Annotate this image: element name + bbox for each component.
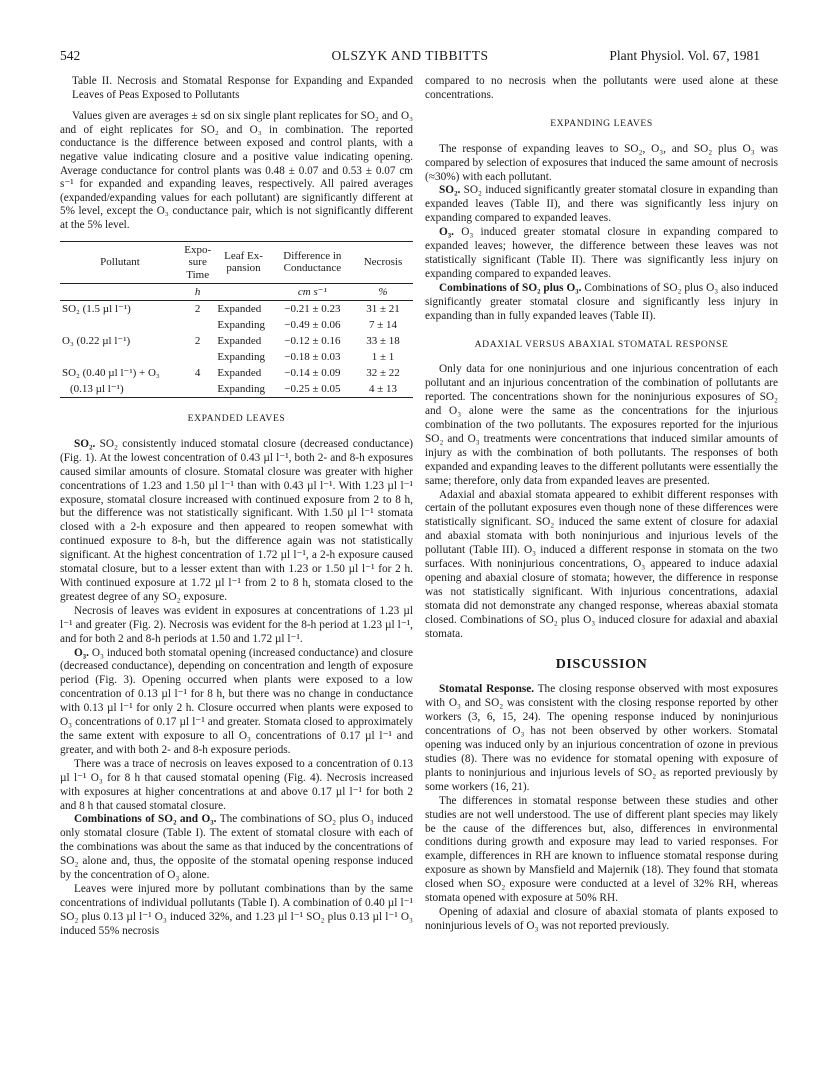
expanding-so2-text: SO₂ induced significantly greater stomatal closure in expanding than expanded leaves (Table II), and there was significantly less injury on expanding compared to expanded leaves.: [425, 184, 778, 225]
cell-pollutant: O₃ (0.22 µl l⁻¹): [62, 335, 131, 348]
stomatal-response-text: The closing response observed with most exposures with O₃ and SO₂ was consistent with the closing response reported by other workers (3, 6, 15, 24). The opening response induced by noninjurious concentrations of O₃ has not been observed by other workers. Stomatal opening was induced only by an injurious concentration of ozone in previous studies (8). There was no evidence for stomatal opening with exposure of plants to noninjurious and injurious levels of SO₂ as reported previously by some workers (16, 21).: [425, 683, 778, 793]
cell-diff: −0.21 ± 0.23: [284, 303, 341, 316]
table-row: [60, 381, 413, 398]
cell-diff: −0.18 ± 0.03: [284, 351, 341, 364]
section-adaxial-abaxial: ADAXIAL VERSUS ABAXIAL STOMATAL RESPONSE: [474, 338, 729, 350]
table-row: [60, 365, 413, 381]
unit-time: h: [194, 286, 201, 299]
paragraph-o3: [60, 647, 413, 758]
cell-leaf: Expanding: [217, 319, 265, 332]
journal-citation: Plant Physiol. Vol. 67, 1981: [609, 48, 760, 63]
o3-text: O₃ induced both stomatal opening (increased conductance) and closure (decreased conductance), depending on concentration and length of exposure period (Fig. 3). Opening occurred when plants were exposed to a low concentration of 0.13 µl l⁻¹ for 8 h, but there was no change in conductance with 0.13 µl l⁻¹ for only 2 h. Closure occurred when plants were exposed to O₃ concentrations of 0.17 µl l⁻¹ and greater. Stomata closed to approximately the same extent with exposure to all O₃ concentrations of 0.17 µl l⁻¹ and greater, and with both 2- and 8-h exposure periods.: [60, 646, 414, 756]
expanding-so2-label: SO₂.: [439, 184, 461, 197]
cell-diff: −0.14 ± 0.09: [284, 367, 341, 380]
cell-diff: −0.25 ± 0.05: [284, 383, 341, 396]
paragraph-differences: The differences in stomatal response between these studies and other studies are not well understood. The use of different plant species may likely be the cause of the differences but, also, differences in environmental conditions during growth and exposure may lead to varied responses. For example, differences in RH are known to influence stomatal response during exposure as shown by Mansfield and Majernik (18). They found that stomata closed when SO₂ exposure were conducted at a level of 32% RH, whereas stomata opened with exposure at 50% RH.: [425, 794, 778, 905]
cell-pollutant: [60, 349, 180, 365]
table-row: [60, 333, 413, 349]
unit-necrosis: %: [378, 286, 388, 299]
cell-time: 4: [194, 367, 201, 380]
table-title: Table II. Necrosis and Stomatal Response for Expanding and Expanded Leaves of Peas Exposed to Pollutants: [72, 75, 413, 101]
cell-necrosis: 7 ± 14: [368, 319, 397, 332]
unit-diff: cm s⁻¹: [297, 286, 327, 299]
combinations-text: The combinations of SO₂ plus O₃ induced only stomatal closure (Table I). The extent of stomatal closure with each of the combinations was about the same as that induced by the concentrations of SO₂ alone and, thus, the opposite of the stomatal opening response induced by the concentration of O₃ alone.: [60, 813, 413, 882]
page-number: 542: [60, 48, 81, 63]
table-row: [60, 317, 413, 333]
cell-leaf: Expanded: [217, 335, 262, 348]
paragraph-necrosis: Necrosis of leaves was evident in exposures at concentrations of 1.23 µl l⁻¹ and greater (Fig. 2). Necrosis was evident for the 8-h period at 1.23 µl l⁻¹, and for both 2 and 8-h periods at 1.50 and 1.72 µl l⁻¹.: [60, 604, 413, 645]
running-header: [60, 48, 760, 66]
discussion-heading: DISCUSSION: [555, 656, 648, 672]
cell-time: 2: [194, 335, 201, 348]
paragraph-expanding: The response of expanding leaves to SO₂, O₃, and SO₂ plus O₃ was compared by selection of exposures that induced the same amount of necrosis (≈30%) with each pollutant.: [425, 142, 778, 183]
combinations-label: Combinations of SO₂ and O₃.: [74, 813, 217, 826]
section-expanding-leaves: EXPANDING LEAVES: [550, 117, 653, 129]
so2-label: SO₂.: [74, 437, 96, 450]
col-header-leaf: Leaf Ex-pansion: [224, 249, 263, 275]
table-ii-caption: [60, 75, 413, 233]
stomatal-response-label: Stomatal Response.: [439, 683, 535, 696]
expanding-o3-label: O₃.: [439, 226, 454, 239]
cell-time: [180, 381, 215, 398]
o3-label: O₃.: [74, 646, 89, 659]
cell-necrosis: 31 ± 21: [366, 303, 400, 316]
cell-necrosis: 33 ± 18: [366, 335, 400, 348]
cell-time: 2: [194, 303, 201, 316]
paragraph-expanding-so2: [425, 184, 778, 226]
cell-time: [180, 317, 215, 333]
paragraph-continued: compared to no necrosis when the pollutants were used alone at these concentrations.: [425, 75, 778, 101]
cell-necrosis: 1 ± 1: [371, 351, 395, 364]
expanding-o3-text: O₃ induced greater stomatal closure in expanding compared to expanded leaves; however, the difference between these leaves was not statistically significant (Table II). There was significantly less injury on expanding compared to expanded leaves.: [425, 226, 779, 280]
cell-leaf: Expanding: [217, 351, 265, 364]
cell-pollutant: SO₂ (1.5 µl l⁻¹): [62, 303, 131, 316]
so2-text: SO₂ consistently induced stomatal closure (decreased conductance) (Fig. 1). At the lowest concentration of 0.43 µl l⁻¹, both 2- and 8-h exposures caused similar amounts of closure. Stomatal closure was greater with higher concentrations of 1.23 and 1.50 µl l⁻¹ than with 0.43 µl l⁻¹. With 1.23 µl l⁻¹ exposure, stomatal closure increased with continued exposure from 2 to 8 h, but the difference was not statistically significant. With 1.50 µl l⁻¹ stomata closed with a 2-h exposure and then appeared to reopen somewhat with continued exposure to 8-h, but the difference again was not statistically significant. At the highest concentration of 1.72 µl l⁻¹, a 2-h exposure caused stomatal closure, but to a lesser extent than with 1.23 or 1.50 µl l⁻¹ for 2 h. With continued exposure at 1.72 µl l⁻¹ from 2 to 8 h, stomata closed to the greatest degree of any SO₂ exposure.: [60, 437, 413, 603]
cell-time: [180, 349, 215, 365]
paragraph-stomatal-response: [425, 683, 778, 794]
paragraph-adaxial-1: Only data for one noninjurious and one injurious concentration of each pollutant and an injurious concentration of the combination of pollutants are reported. The concentrations shown for the noninjurious exposures of SO₂ and O₃ alone were the same as the concentrations for the injurious combination of the two pollutants. The exposures reported for the injurious SO₂ and O₃ treatments were concentrations that induced similar amounts of injury as with the combination of both pollutants. The responses of both expanded and expanding leaves to the different pollutants were essentially the same; therefore, only data from expanded leaves are presented.: [425, 363, 778, 487]
paragraph-injured: Leaves were injured more by pollutant combinations than by the same concentrations of individual pollutants (Table I). A combination of 0.40 µl l⁻¹ SO₂ plus 0.13 µl l⁻¹ O₃ induced 32%, and 1.23 µl l⁻¹ SO₂ plus 0.13 µl l⁻¹ O₃ induced 55% necrosis: [60, 882, 413, 937]
cell-diff: −0.12 ± 0.16: [284, 335, 341, 348]
col-header-pollutant: Pollutant: [100, 256, 140, 269]
units-row: [60, 284, 413, 301]
paragraph-expanding-o3: [425, 226, 778, 282]
col-header-time: Expo-sure Time: [184, 243, 212, 281]
cell-pollutant: SO₂ (0.40 µl l⁻¹) + O₃: [62, 367, 160, 380]
cell-necrosis: 32 ± 22: [366, 367, 400, 380]
cell-leaf: Expanded: [217, 367, 262, 380]
expanding-combinations-text: Combinations of SO₂ plus O₃ also induced significantly greater stomatal closure and significantly less injury in expanding than in fully expanded leaves (Table II).: [425, 281, 779, 322]
cell-diff: −0.49 ± 0.06: [284, 319, 341, 332]
cell-pollutant: [60, 317, 180, 333]
cell-necrosis: 4 ± 13: [368, 383, 397, 396]
paragraph-expanding-combinations: [425, 282, 778, 324]
col-header-diff: Difference in Conductance: [283, 249, 342, 275]
table-row: [60, 349, 413, 365]
table-note: Values given are averages ± sd on six single plant replicates for SO₂ and O₃ and of eight replicates for SO₂ and O₃ in combination. The reported conductance is the difference between exposed and control plants, with a negative value indicating closure and a positive value indicating opening. Average conductance for control plants was 0.48 ± 0.07 and 0.53 ± 0.07 cm s⁻¹ for expanded and expanding leaves, respectively. All paired averages (expanded/expanding values for each pollutant) are significantly different at 5% level, except the O₃ conductance pair, which is not significantly different at the 5% level.: [60, 110, 413, 231]
left-column: [60, 75, 413, 939]
expanding-combinations-label: Combinations of SO₂ plus O₃.: [439, 281, 582, 294]
paragraph-combinations: [60, 813, 413, 883]
running-authors: OLSZYK AND TIBBITTS: [331, 48, 489, 63]
cell-leaf: Expanding: [217, 383, 265, 396]
paragraph-so2: [60, 438, 413, 605]
paragraph-trace: There was a trace of necrosis on leaves exposed to a concentration of 0.13 µl l⁻¹ O₃ for 8 h that caused stomatal opening (Fig. 4). Necrosis increased with exposures at higher concentrations at and above 0.17 µl l⁻¹ for both 2 and 8 h that caused stomatal closure.: [60, 757, 413, 812]
paragraph-opening: Opening of adaxial and closure of abaxial stomata of plants exposed to noninjurious levels of O₃ was not reported previously.: [425, 905, 778, 932]
cell-leaf: Expanded: [217, 303, 262, 316]
paragraph-adaxial-2: Adaxial and abaxial stomata appeared to exhibit different responses with certain of the pollutant exposures even though none of these differences were statistically significant. SO₂ induced the same extent of closure for adaxial and abaxial stomata with both noninjurious and injurious levels of the pollutant (Table III). O₃ induced a different response in stomata on the two surfaces. With noninjurious concentrations, O₃ appeared to induce adaxial opening and abaxial closure of stomata; however, the difference in response was not statistically significant. With injurious concentrations, adaxial stomata did not demonstrate any changed response, whereas abaxial stomata closed. Combinations of SO₂ plus O₃ induced closure for adaxial and abaxial stomata.: [425, 488, 778, 640]
section-expanded-leaves: EXPANDED LEAVES: [187, 413, 286, 425]
table-ii: [60, 241, 413, 399]
col-header-necrosis: Necrosis: [363, 256, 403, 269]
cell-pollutant: (0.13 µl l⁻¹): [70, 383, 124, 396]
table-row: [60, 301, 413, 318]
right-column: [425, 75, 778, 934]
